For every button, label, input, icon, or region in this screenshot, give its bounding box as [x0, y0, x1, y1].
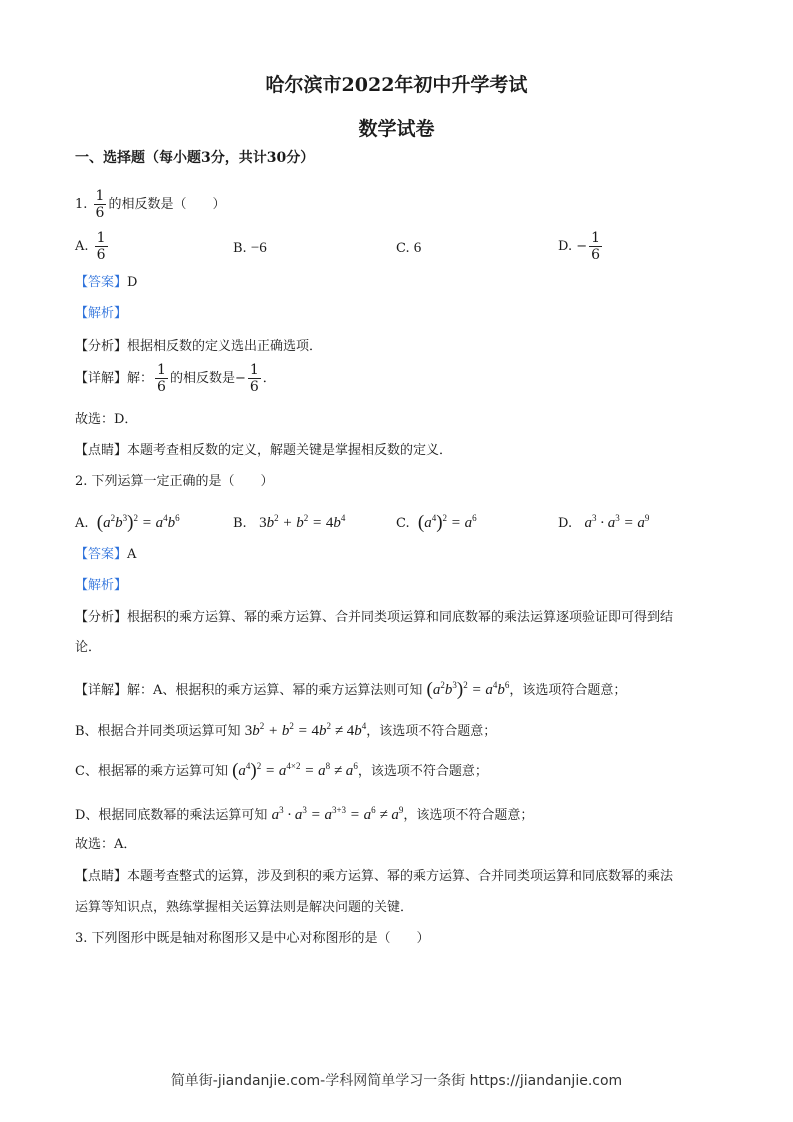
- q1-option-c: C. 6: [396, 240, 422, 256]
- q1-stem-text: 的相反数是（ ）: [108, 197, 226, 212]
- q1-answer: 【答案】D: [75, 275, 138, 290]
- q2-stem: 2. 下列运算一定正确的是（ ）: [75, 474, 274, 489]
- q1-option-d: D. − $\frac{1}{6}$: [558, 230, 601, 263]
- q2-dianjing-line2: 运算等知识点，熟练掌握相关运算法则是解决问题的关键．: [75, 900, 414, 915]
- q2-choose: 故选：A．: [75, 837, 137, 852]
- q1-option-a: A. $\frac{1}{6}$: [75, 230, 106, 263]
- q3-stem: 3. 下列图形中既是轴对称图形又是中心对称图形的是（ ）: [75, 931, 430, 946]
- q1-dianjing: 【点睛】本题考查相反数的定义，解题关键是掌握相反数的定义．: [75, 443, 453, 458]
- q1-choose: 故选：D．: [75, 412, 138, 427]
- page-subtitle: 数学试卷: [358, 118, 435, 140]
- q1-option-b: B. −6: [233, 240, 267, 256]
- q2-xiangjie-b: B、根据合并同类项运算可知 $3b^2 + b^2 = 4b^2 \ne 4b^4$，该选项不符合题意；: [75, 721, 497, 739]
- q1-stem: [75, 188, 225, 221]
- q1-fenxi: 【分析】根据相反数的定义选出正确选项．: [75, 339, 323, 354]
- q2-answer: 【答案】A: [75, 547, 137, 562]
- q1-analysis-tag: 【解析】: [75, 306, 128, 321]
- q2-fenxi-line2: 论．: [75, 640, 102, 655]
- q1-number: 1.: [75, 197, 88, 212]
- q2-xiangjie-d: D、根据同底数幂的乘法运算可知 $a^3 \cdot a^3 = a^{3+3} = a^6 \ne a^9$，该选项不符合题意；: [75, 805, 534, 823]
- q1-xiangjie: 【详解】解： $\frac{1}{6}$ 的相反数是− $\frac{1}{6}$ ．: [75, 362, 276, 395]
- page-title: 哈尔滨市2022年初中升学考试: [265, 74, 528, 96]
- q2-option-d: D. $a^3 \cdot a^3 = a^9$: [558, 513, 650, 531]
- q2-analysis-tag: 【解析】: [75, 578, 128, 593]
- q1-fraction: $\frac{1}{6}$: [95, 188, 105, 221]
- section-heading: 一、选择题（每小题3分，共计30分）: [75, 150, 315, 166]
- page-footer[interactable]: 简单街-jiandanjie.com-学科网简单学习一条街 https://jiandanjie.com: [170, 1073, 623, 1089]
- q2-option-a: A. $(a^2b^3)^2 = a^4b^6$: [75, 512, 180, 533]
- q2-option-c: C. $(a^4)^2 = a^6$: [396, 512, 477, 533]
- q2-option-b: B. $3b^2 + b^2 = 4b^4$: [233, 513, 346, 531]
- q2-xiangjie-c: C、根据幂的乘方运算可知 $(a^4)^2 = a^{4\times 2} = a^8 \ne a^6$，该选项不符合题意；: [75, 760, 488, 781]
- q2-dianjing-line1: 【点睛】本题考查整式的运算，涉及到积的乘方运算、幂的乘方运算、合并同类项运算和同底数幂的乘法: [75, 869, 674, 884]
- q2-xiangjie-a: 【详解】解：A、根据积的乘方运算、幂的乘方运算法则可知 $(a^2b^3)^2 = a^4b^6$，该选项符合题意；: [75, 679, 627, 700]
- q2-fenxi-line1: 【分析】根据积的乘方运算、幂的乘方运算、合并同类项运算和同底数幂的乘法运算逐项验证即可得到结: [75, 610, 674, 625]
